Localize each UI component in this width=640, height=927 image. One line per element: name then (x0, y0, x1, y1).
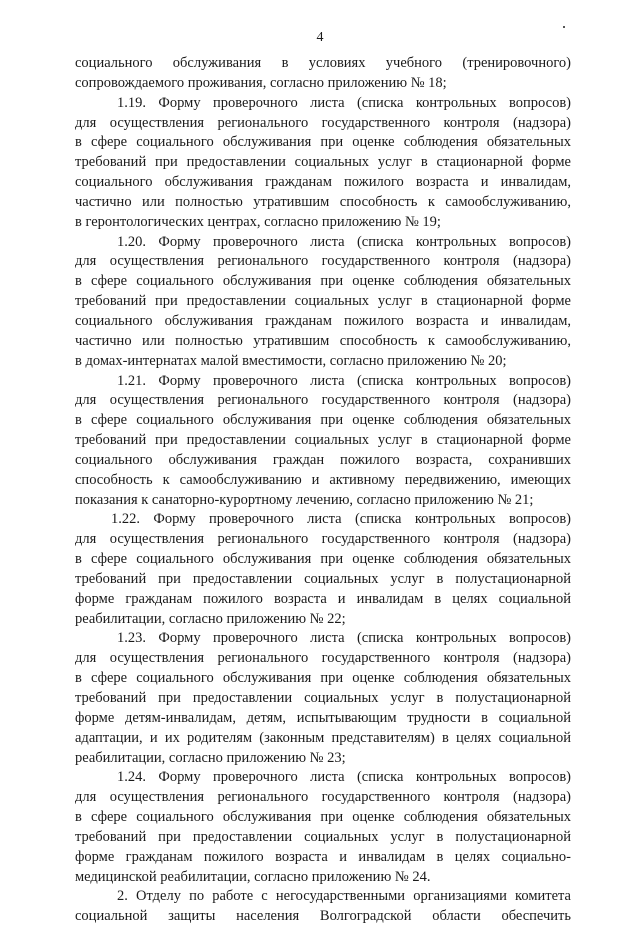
text-line: в сфере социального обслуживания при оценке соблюдения обязательных (75, 809, 571, 826)
paragraph-continuation (75, 54, 571, 94)
text-line: частично или полностью утратившим способность к самообслуживанию, (75, 332, 571, 349)
paragraph-item-1-24 (75, 768, 571, 887)
text-line: требований при предоставлении социальных услуг в стационарной форме (75, 293, 571, 310)
text-line: 1.20. Форму проверочного листа (списка контрольных вопросов) (117, 233, 571, 250)
paragraph-item-2 (75, 887, 571, 927)
text-line: в сфере социального обслуживания при оценке соблюдения обязательных (75, 670, 571, 687)
text-line: для осуществления регионального государственного контроля (надзора) (75, 789, 571, 806)
document-body (75, 54, 571, 927)
text-line: требований при предоставлении социальных услуг в полустационарной (75, 570, 571, 587)
text-line: социального обслуживания в условиях учебного (тренировочного) (75, 55, 571, 71)
text-line: показания к санаторно-курортному лечению, согласно приложению № 21; (75, 491, 534, 508)
text-line: требований при предоставлении социальных услуг в стационарной форме (75, 154, 571, 171)
text-line: для осуществления регионального государственного контроля (надзора) (75, 650, 571, 667)
text-line: в сфере социального обслуживания при оценке соблюдения обязательных (75, 551, 571, 568)
paragraph-item-1-20 (75, 233, 571, 372)
text-line: форме гражданам пожилого возраста и инвалидам в целях социальной (75, 590, 571, 607)
text-line: для осуществления регионального государственного контроля (надзора) (75, 392, 571, 409)
text-line: 1.22. Форму проверочного листа (списка контрольных вопросов) (111, 511, 571, 528)
text-line: в сфере социального обслуживания при оценке соблюдения обязательных (75, 412, 571, 429)
text-line: социального обслуживания гражданам пожилого возраста и инвалидам, (75, 174, 571, 191)
paragraph-item-1-19 (75, 94, 571, 233)
paragraph-item-1-22 (75, 510, 571, 629)
scan-mark (563, 26, 565, 28)
text-line: в геронтологических центрах, согласно приложению № 19; (75, 213, 441, 230)
text-line: 1.24. Форму проверочного листа (списка контрольных вопросов) (117, 769, 571, 786)
text-line: требований при предоставлении социальных услуг в стационарной форме (75, 432, 571, 449)
text-line: для осуществления регионального государственного контроля (надзора) (75, 253, 571, 270)
text-line: для осуществления регионального государственного контроля (надзора) (75, 531, 571, 548)
text-line: 2. Отделу по работе с негосударственными организациями комитета (117, 888, 571, 905)
text-line: требований при предоставлении социальных услуг в полустационарной (75, 828, 571, 845)
text-line: реабилитации, согласно приложению № 22; (75, 610, 346, 627)
text-line: медицинской реабилитации, согласно приложению № 24. (75, 868, 431, 885)
text-line: в сфере социального обслуживания при оценке соблюдения обязательных (75, 134, 571, 151)
text-line: форме детям-инвалидам, детям, испытывающим трудности в социальной (75, 709, 571, 726)
text-line: 1.21. Форму проверочного листа (списка контрольных вопросов) (117, 372, 571, 389)
text-line: 1.19. Форму проверочного листа (списка контрольных вопросов) (117, 94, 571, 111)
text-line: 1.23. Форму проверочного листа (списка контрольных вопросов) (117, 630, 571, 647)
text-line: способность к самообслуживанию и активному передвижению, имеющих (75, 471, 571, 488)
text-line: частично или полностью утратившим способность к самообслуживанию, (75, 193, 571, 210)
text-line: форме гражданам пожилого возраста и инвалидам в целях социально- (75, 848, 571, 865)
text-line: в домах-интернатах малой вместимости, согласно приложению № 20; (75, 352, 507, 369)
text-line: реабилитации, согласно приложению № 23; (75, 749, 346, 766)
text-line: требований при предоставлении социальных услуг в полустационарной (75, 690, 571, 706)
text-line: для осуществления регионального государственного контроля (надзора) (75, 114, 571, 131)
text-line: социального обслуживания гражданам пожилого возраста и инвалидам, (75, 312, 571, 329)
text-line: сопровождаемого проживания, согласно приложению № 18; (75, 74, 447, 91)
text-line: социального обслуживания граждан пожилого возраста, сохранивших (75, 451, 571, 468)
paragraph-item-1-23 (75, 629, 571, 768)
paragraph-item-1-21 (75, 372, 571, 511)
page-number: 4 (316, 30, 324, 45)
text-line: социальной защиты населения Волгоградской области обеспечить (75, 908, 571, 925)
text-line: адаптации, и их родителям (законным представителям) в целях социальной (75, 729, 571, 746)
text-line: в сфере социального обслуживания при оценке соблюдения обязательных (75, 273, 571, 290)
